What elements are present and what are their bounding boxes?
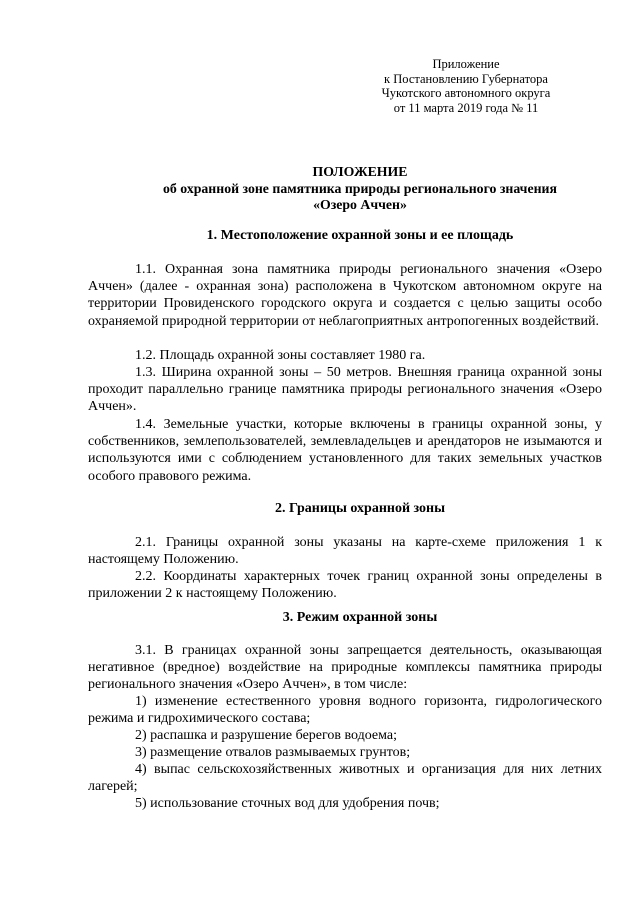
appendix-line-2: к Постановлению Губернатора: [384, 71, 548, 86]
paragraph-1-3: 1.3. Ширина охранной зоны – 50 метров. Внешняя граница охранной зоны проходит параллельно границе памятника природы регионального значения «Озеро Аччен».: [88, 365, 602, 415]
list-item-3: 3) размещение отвалов размываемых грунтов;: [135, 745, 411, 760]
section-1-heading: 1. Местоположение охранной зоны и ее площадь: [206, 228, 514, 243]
list-item-4: 4) выпас сельскохозяйственных животных и организация для них летних лагерей;: [88, 762, 602, 795]
list-item-2: 2) распашка и разрушение берегов водоема;: [135, 728, 397, 743]
paragraph-1-1: 1.1. Охранная зона памятника природы регионального значения «Озеро Аччен» (далее - охранная зона) расположена в Чукотском автономном округе на территории Провиденского городского округа и создается с целью защиты особо охраняемой природной территории от неблагоприятных антропогенных воздействий.: [88, 262, 602, 329]
paragraph-3-1: 3.1. В границах охранной зоны запрещается деятельность, оказывающая негативное (вредное) воздействие на природные комплексы памятника природы регионального значения «Озеро Аччен», в том числе:: [88, 643, 602, 693]
title-sub-1: об охранной зоне памятника природы регионального значения: [163, 180, 557, 196]
paragraph-1-2: 1.2. Площадь охранной зоны составляет 1980 га.: [135, 348, 426, 363]
section-3-heading: 3. Режим охранной зоны: [282, 610, 438, 625]
appendix-header: [366, 57, 566, 115]
paragraph-1-4: 1.4. Земельные участки, которые включены в границы охранной зоны, у собственников, землепользователей, землевладельцев и арендаторов не изымаются и используются ими с соблюдением установленного для таких земельных участков особого правового режима.: [88, 417, 602, 484]
list-item-1: 1) изменение естественного уровня водного горизонта, гидрологического режима и гидрохимического состава;: [88, 694, 602, 727]
paragraph-2-2: 2.2. Координаты характерных точек границ охранной зоны определены в приложении 2 к настоящему Положению.: [88, 569, 602, 602]
appendix-line-4: от 11 марта 2019 года № 11: [393, 100, 539, 115]
document-title: [90, 164, 630, 214]
title-main: ПОЛОЖЕНИЕ: [312, 164, 408, 179]
section-2-heading: 2. Границы охранной зоны: [274, 501, 446, 516]
appendix-line-3: Чукотского автономного округа: [381, 86, 551, 101]
title-sub-2: «Озеро Аччен»: [313, 197, 407, 212]
list-item-5: 5) использование сточных вод для удобрения почв;: [135, 796, 440, 811]
appendix-line-1: Приложение: [432, 57, 500, 71]
paragraph-2-1: 2.1. Границы охранной зоны указаны на карте-схеме приложения 1 к настоящему Положению.: [88, 535, 602, 568]
